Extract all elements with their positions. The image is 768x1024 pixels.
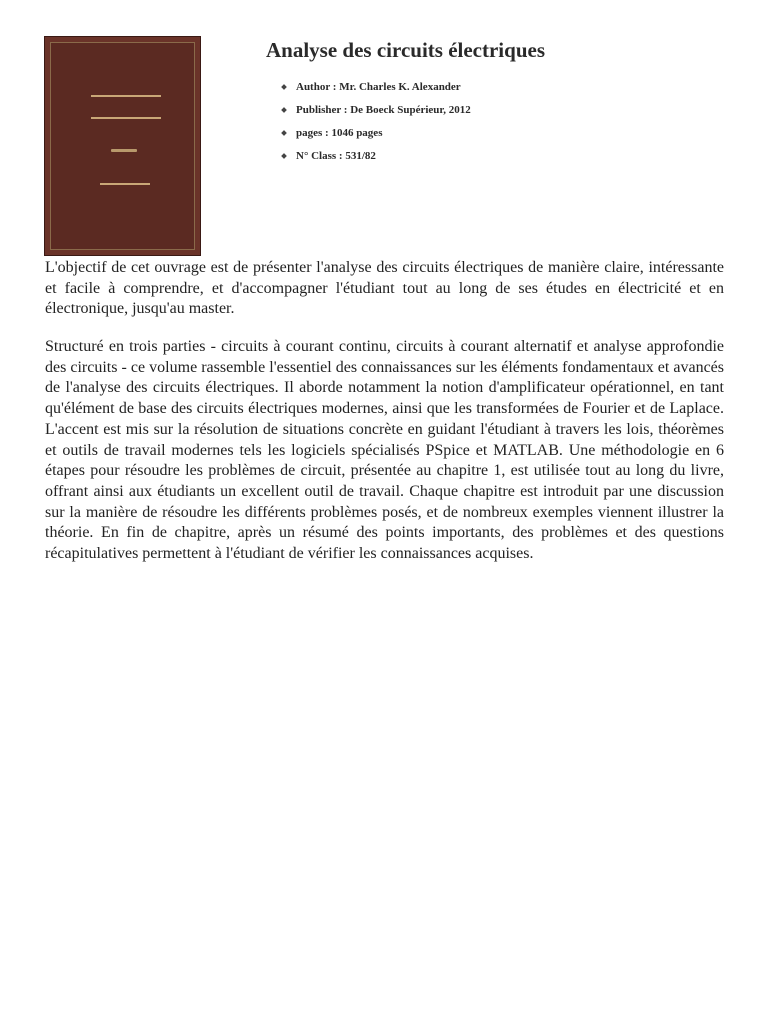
book-title: Analyse des circuits électriques [266,38,545,62]
bullet-icon [281,84,287,90]
detail-publisher [281,103,471,126]
detail-class [281,149,471,172]
book-cover-image [44,36,201,256]
cover-title-rule [91,95,161,97]
description-paragraph: L'objectif de cet ouvrage est de présenter l'analyse des circuits électriques de manière claire, intéressante et facile à comprendre, et d'accompagner l'étudiant tout au long de ses études en électricité et en électronique, jusqu'au master. [45,259,724,318]
detail-text: N° Class : 531/82 [296,150,376,162]
detail-text: Author : Mr. Charles K. Alexander [296,81,461,93]
bullet-icon [281,130,287,136]
bullet-icon [281,107,287,113]
book-details-list [281,80,471,172]
detail-pages [281,126,471,149]
detail-text: Publisher : De Boeck Supérieur, 2012 [296,104,471,116]
cover-bottom-rule [100,183,150,185]
bullet-icon [281,153,287,159]
detail-author [281,80,471,103]
cover-title-rule [91,117,161,119]
description-paragraph: Structuré en trois parties - circuits à courant continu, circuits à courant alternatif et analyse approfondie des circuits - ce volume rassemble l'essentiel des connaissances sur les éléments fondamentaux et avancés de l'analyse des circuits électriques. Il aborde notamment la notion d'amplificateur opérationnel, en tant qu'élément de base des circuits électriques modernes, ainsi que les transformées de Fourier et de Laplace. L'accent est mis sur la résolution de situations concrète en guidant l'étudiant à travers les lois, théorèmes et outils de travail modernes tels les logiciels spécialisés PSpice et MATLAB. Une méthodologie en 6 étapes pour résoudre les problèmes de circuit, présentée au chapitre 1, est utilisée tout au long du livre, offrant ainsi aux étudiants un excellent outil de travail. Chaque chapitre est introduit par une discussion sur la manière de résoudre les différents problèmes posés, et de nombreux exemples viennent illustrer la théorie. En fin de chapitre, après un résumé des points importants, des problèmes et des questions récapitulatives permettent à l'étudiant de vérifier les connaissances acquises. [45,338,724,563]
cover-emblem [111,149,137,152]
detail-text: pages : 1046 pages [296,127,383,139]
